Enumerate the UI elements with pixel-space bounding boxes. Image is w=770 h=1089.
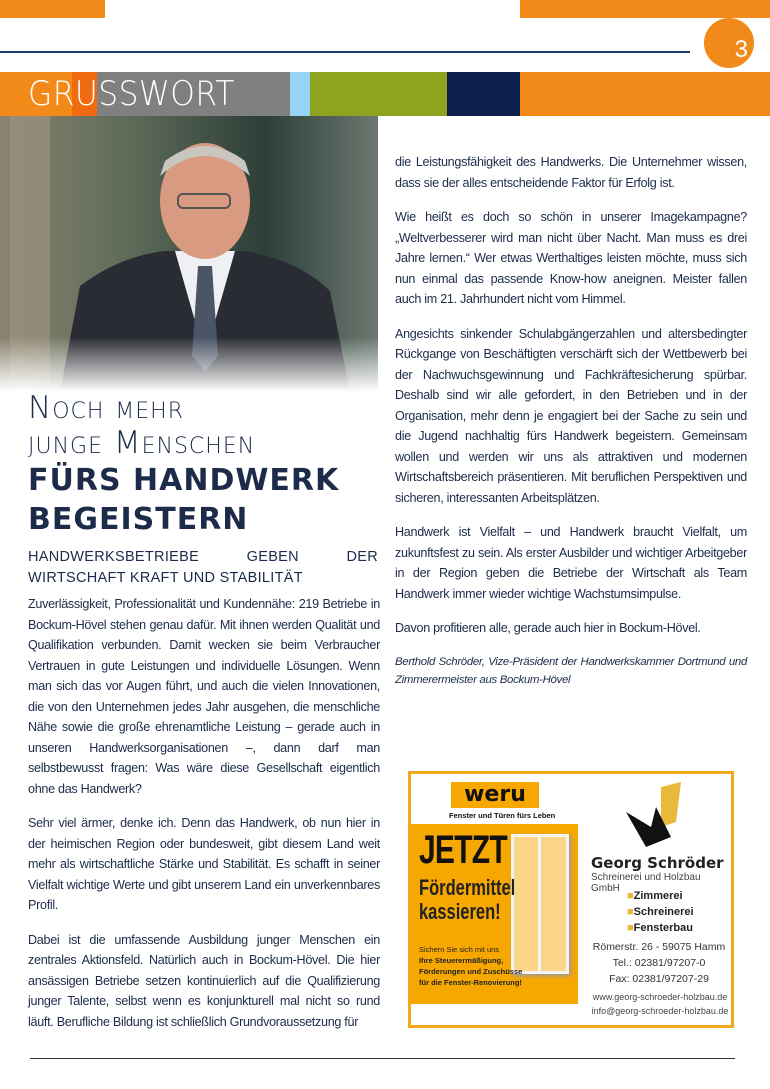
schroeder-logo-icon [621,782,691,852]
ad-company-sub: Schreinerei und Holzbau GmbH [591,872,701,894]
ad-small-text: Sichern Sie sich mit uns Ihre Steuerermäßigung, Förderungen und Zuschüsse für die Fenster-Renovierung! [419,945,523,987]
right-column [395,152,747,689]
top-orange-bar-left [0,0,105,18]
headline-line-1: Noch mehr [28,390,184,426]
left-column [28,594,380,1046]
weru-logo: weru [451,782,539,808]
ad-company-name: Georg Schröder [591,854,724,872]
page-number: 3 [704,18,754,68]
ad-slogan-2: kassieren! [419,899,501,924]
weru-panel [411,824,578,1004]
section-title: GRUSSWORT [28,74,235,114]
subheadline: HANDWERKSBETRIEBE GEBEN DER WIRTSCHAFT KRAFT UND STABILITÄT [28,549,378,586]
header-rule [0,51,690,53]
headline-line-2: junge Menschen [28,425,256,461]
headline-line-4: BEGEISTERN [28,502,249,537]
portrait-photo [0,116,378,392]
ad-slogan-1: Fördermittel [419,875,516,900]
paragraph: Davon profitieren alle, gerade auch hier in Bockum-Hövel. [395,621,701,635]
ad-services: ■Zimmerei ■Schreinerei ■Fensterbau [627,890,694,934]
ad-contact: Römerstr. 26 - 59075 Hamm Tel.: 02381/97207-0 Fax: 02381/97207-29 [592,941,726,985]
paragraph: die Leistungsfähigkeit des Handwerks. Die Unternehmer wissen, dass sie der alles entscheidende Faktor für Erfolg ist. [395,155,747,190]
paragraph: Angesichts sinkender Schulabgängerzahlen und altersbedingter Rückgange von Beschäftigten verschärft sich der Wettbewerb bei der Nachwuchsgewinnung und Fachkräftesicherung spürbar. Deshalb sind wir alle gefordert, in den Betrieben und in der Organisation, mehr denn je engagiert bei der Sache zu sein und die Jugend nachhaltig fürs Handwerk begeistern. Gemeinsam wollen und werden wir uns als attraktiven und modernen Wirtschaftsbereich präsentieren. Mit beruflichen Perspektiven und sicheren, interessanten Arbeitsplätzen. [395,326,747,505]
ad-web-email[interactable]: www.georg-schroeder-holzbau.de info@georg-schroeder-holzbau.de [591,992,729,1016]
footer-rule [30,1058,735,1059]
top-orange-bar-right [520,0,770,18]
paragraph: Sehr viel ärmer, denke ich. Denn das Handwerk, ob nun hier in der heimischen Region oder bundesweit, gibt diesem Land weit mehr als wirtschaftliche Stärke und Stabilität. Es schafft in seiner Vielfalt wichtige Werte und gibt unserem Land ein unverkennbares Profil. [28,816,380,912]
advertisement[interactable] [408,771,734,1028]
paragraph: Dabei ist die umfassende Ausbildung junger Menschen ein zentrales Aktionsfeld. Natürlich auch in Bockum-Hövel. Die hier ansässigen Betriebe setzen kontinuierlich auf die Qualifizierung junger Talente, selbst wenn es konjunkturell mal nicht so rund läuft. Berufliche Bildung ist schließlich Grundvoraussetzung für [28,932,380,1029]
headline-line-3: FÜRS HANDWERK [28,463,340,498]
paragraph: Wie heißt es doch so schön in unserer Imagekampagne? „Weltverbesserer wird man nicht über Nacht. Man muss es drei Jahre lernen.“ Wer etwas Werthaltiges leisten möchte, muss sich nun einmal das passende Know-how aneignen. Meister fallen auch im 21. Jahrhundert nicht vom Himmel. [395,210,747,306]
weru-tagline: Fenster und Türen fürs Leben [449,811,556,820]
ad-jetzt: JETZT [419,828,507,872]
author-signature: Berthold Schröder, Vize-Präsident der Handwerkskammer Dortmund und Zimmerermeister aus Bockum-Hövel [395,655,747,686]
paragraph: Handwerk ist Vielfalt – und Handwerk braucht Vielfalt, um zukunftsfest zu sein. Als erster Ausbilder und wichtiger Arbeitgeber in der Region geben die Betriebe der Wirtschaft als Team Handwerk immer wieder wichtige Wachstumsimpulse. [395,525,747,601]
paragraph: Zuverlässigkeit, Professionalität und Kundennähe: 219 Betriebe in Bockum-Hövel stehen genau dafür. Mit ihnen werden Qualität und Qualifikation verbunden. Damit wecken sie beim Verbraucher Vertrauen in gute Leistungen und individuelle Lösungen. Wenn man sich das vor Augen führt, und auch die vielen Innovationen, die von den Unternehmen jedes Jahr ausgehen, die menschliche Nähe sowie die große ehrenamtliche Leistung – gerade auch in unseren Handwerksorganisationen –, dann darf man selbstbewusst fragen: Was wäre diese Gesellschaft eigentlich ohne das Handwerk? [28,597,380,796]
